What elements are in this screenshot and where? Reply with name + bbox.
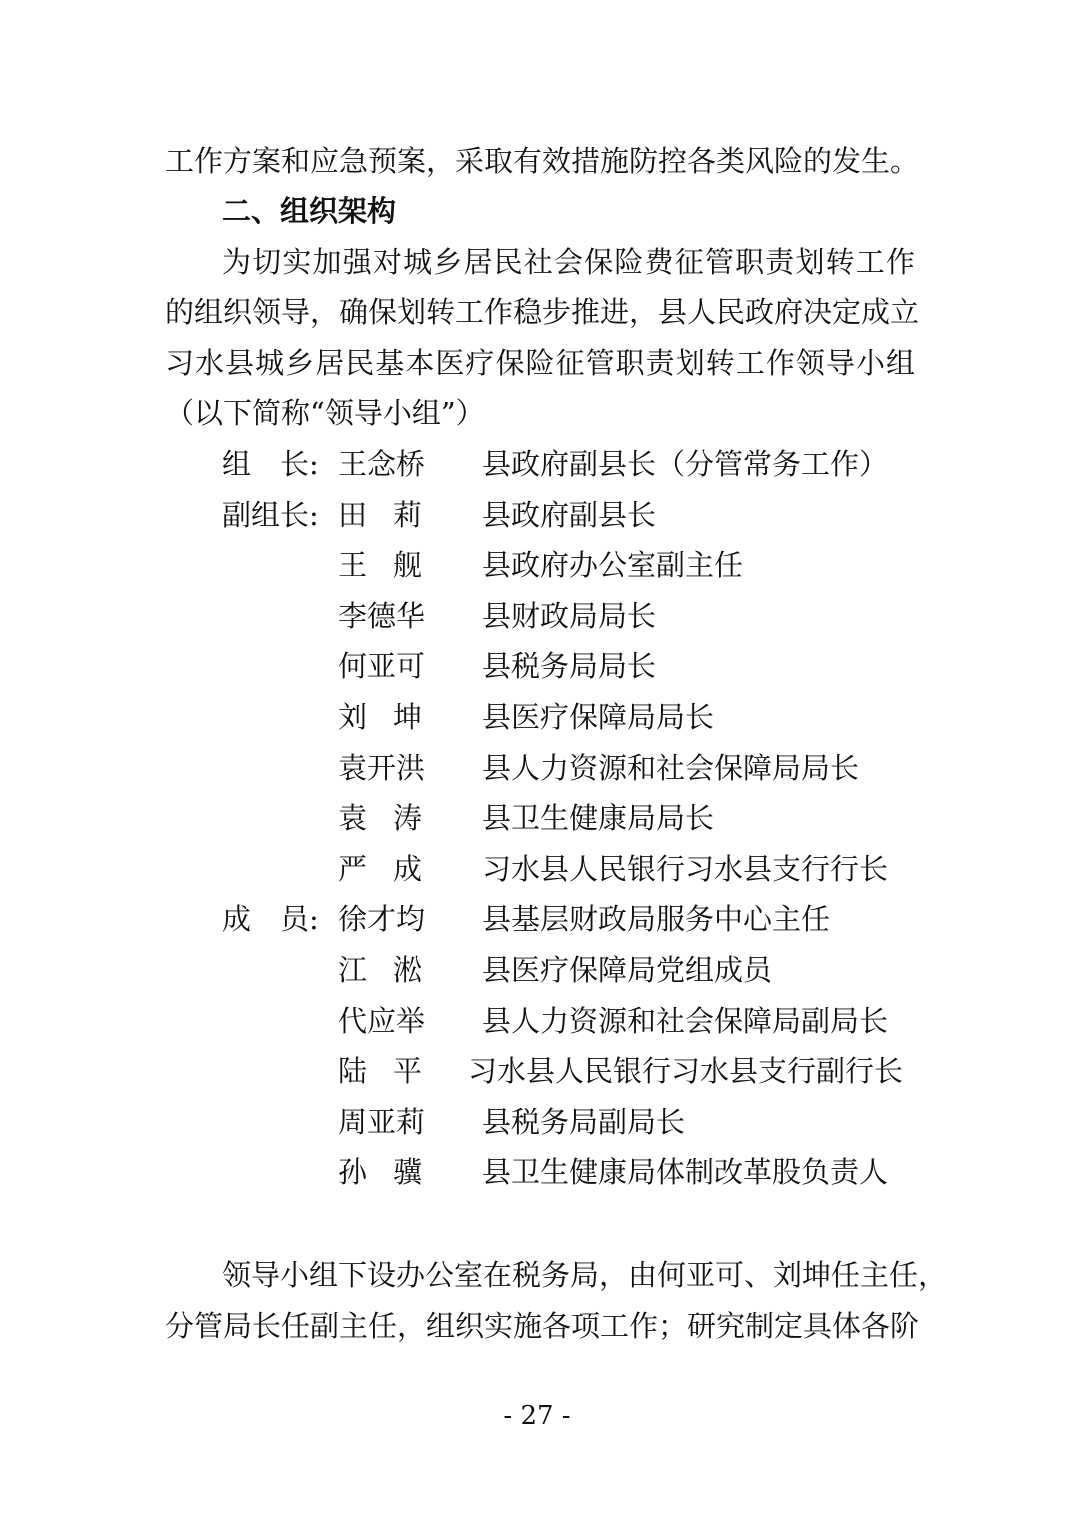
paragraph-line: 领导小组下设办公室在税务局，由何亚可、刘坤任主任， <box>222 1258 948 1292</box>
roster-name: 陆平 <box>338 1054 422 1089</box>
paragraph-line: 工作方案和应急预案，采取有效措施防控各类风险的发生。 <box>165 144 920 178</box>
roster-title: 习水县人民银行习水县支行副行长 <box>468 1054 904 1089</box>
roster-name: 何亚可 <box>338 649 426 684</box>
roster-title: 县税务局副局长 <box>482 1104 686 1139</box>
roster-name: 袁涛 <box>338 801 422 836</box>
paragraph-line: 分管局长任副主任，组织实施各项工作；研究制定具体各阶 <box>165 1309 920 1343</box>
roster-role: 副组长: <box>222 497 319 532</box>
roster-title: 县医疗保障局局长 <box>482 700 715 734</box>
paragraph-line: （以下简称“领导小组”） <box>165 396 485 430</box>
paragraph-line: 为切实加强对城乡居民社会保险费征管职责划转工作 <box>222 245 915 279</box>
roster-name: 王念桥 <box>338 447 426 481</box>
section-heading: 二、组织架构 <box>222 194 397 228</box>
roster-name: 代应举 <box>338 1003 426 1038</box>
roster-title: 县政府办公室副主任 <box>482 548 744 583</box>
roster-name: 周亚莉 <box>338 1104 426 1139</box>
roster-name: 刘坤 <box>338 700 422 734</box>
roster-role: 成 员: <box>222 902 319 937</box>
paragraph-line: 习水县城乡居民基本医疗保险征管职责划转工作领导小组 <box>165 346 915 380</box>
roster-name: 严成 <box>338 851 422 886</box>
roster-title: 县财政局局长 <box>482 598 657 633</box>
roster-title: 县人力资源和社会保障局副局长 <box>482 1003 889 1038</box>
roster-name: 袁开洪 <box>338 750 426 785</box>
roster-title: 县卫生健康局局长 <box>482 801 715 836</box>
roster-name: 江淞 <box>338 953 422 987</box>
roster-title: 县政府副县长（分管常务工作） <box>482 447 889 481</box>
roster-name: 田莉 <box>338 497 422 532</box>
roster-name: 徐才均 <box>338 902 426 937</box>
page-number: - 27 - <box>503 1401 571 1431</box>
roster-title: 县税务局局长 <box>482 649 657 684</box>
roster-title: 习水县人民银行习水县支行行长 <box>482 851 889 886</box>
roster-name: 孙骥 <box>338 1155 422 1190</box>
roster-name: 李德华 <box>338 598 426 633</box>
roster-title: 县卫生健康局体制改革股负责人 <box>482 1155 889 1190</box>
roster-role: 组 长: <box>222 447 319 481</box>
roster-title: 县医疗保障局党组成员 <box>482 953 773 987</box>
paragraph-line: 的组织领导，确保划转工作稳步推进，县人民政府决定成立 <box>165 295 920 329</box>
roster-title: 县人力资源和社会保障局局长 <box>482 750 860 785</box>
roster-title: 县政府副县长 <box>482 497 657 532</box>
roster-title: 县基层财政局服务中心主任 <box>482 902 831 937</box>
roster-name: 王舰 <box>338 548 422 583</box>
